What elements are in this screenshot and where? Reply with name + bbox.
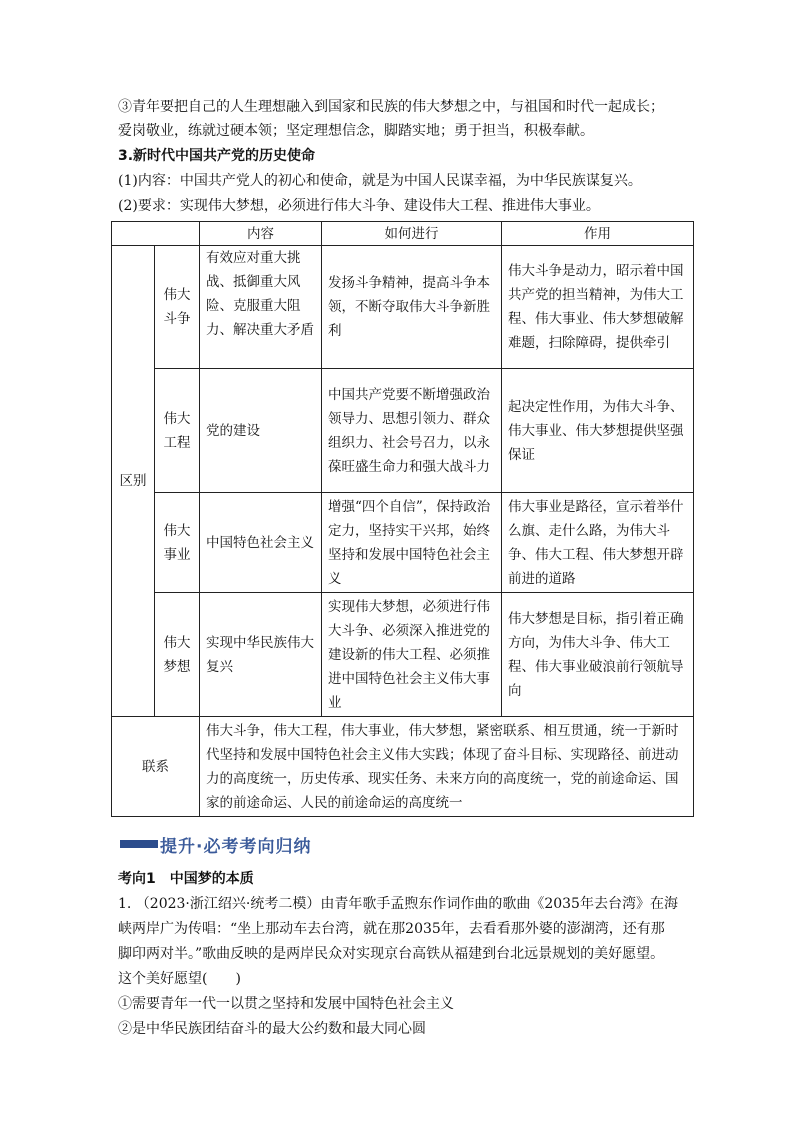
header-how: 如何进行 [322,222,502,246]
row-how-cell: 发扬斗争精神，提高斗争本领，不断夺取伟大斗争新胜利 [322,246,502,369]
focus-heading: 考向1 中国梦的本质 [118,871,254,887]
row-name-cell: 伟大工程 [155,369,200,493]
link-row [112,717,694,817]
link-label-cell: 联系 [112,717,200,817]
question-line-4: 这个美好愿望( ) [118,971,241,987]
intro-line-1: ③青年要把自己的人生理想融入到国家和民族的伟大梦想之中，与祖国和时代一起成长； [118,99,664,115]
row-content-cell: 党的建设 [200,369,322,493]
row-how-cell: 增强“四个自信”，保持政治定力，坚持实干兴邦，始终坚持和发展中国特色社会主义 [322,493,502,593]
mission-table [111,221,694,817]
row-effect-cell: 伟大梦想是目标，指引着正确方向，为伟大斗争、伟大工程、伟大事业破浪前行领航导向 [502,593,694,717]
row-effect-cell: 伟大事业是路径，宣示着举什么旗、走什么路，为伟大斗争、伟大工程、伟大梦想开辟前进的道路 [502,493,694,593]
table-header-row [112,222,694,246]
section-heading: 3.新时代中国共产党的历史使命 [118,148,316,164]
row-content-cell: 中国特色社会主义 [200,493,322,593]
table-row [112,246,694,369]
row-effect-cell: 伟大斗争是动力，昭示着中国共产党的担当精神，为伟大工程、伟大事业、伟大梦想破解难题，扫除障碍，提供牵引 [502,246,694,369]
option-2: ②是中华民族团结奋斗的最大公约数和最大同心圆 [118,1021,426,1037]
row-content-cell: 实现中华民族伟大复兴 [200,593,322,717]
intro-line-2: 爱岗敬业，练就过硬本领；坚定理想信念，脚踏实地；勇于担当，积极奉献。 [118,123,594,139]
header-content: 内容 [200,222,322,246]
table-row [112,369,694,493]
banner-title: 提升·必考考向归纳 [160,837,312,857]
option-1: ①需要青年一代一以贯之坚持和发展中国特色社会主义 [118,996,454,1012]
row-how-cell: 实现伟大梦想，必须进行伟大斗争、必须深入推进党的建设新的伟大工程、必须推进中国特色社会主义伟大事业 [322,593,502,717]
section-banner [120,832,430,856]
row-content-cell: 有效应对重大挑战、抵御重大风险、克服重大阻力、解决重大矛盾 [200,246,322,369]
question-line-2: 峡两岸广为传唱：“坐上那动车去台湾，就在那2035年，去看看那外婆的澎湖湾，还有那 [118,921,665,937]
banner-accent-bar [120,840,158,848]
row-how-cell: 中国共产党要不断增强政治领导力、思想引领力、群众组织力、社会号召力，以永葆旺盛生命力和强大战斗力 [322,369,502,493]
question-line-3: 脚印两对半。”歌曲反映的是两岸民众对实现京台高铁从福建到台北远景规划的美好愿望。 [118,946,665,962]
row-name-cell: 伟大事业 [155,493,200,593]
corner-cell [112,222,200,246]
row-name-cell: 伟大斗争 [155,246,200,369]
table-row [112,593,694,717]
row-effect-cell: 起决定性作用，为伟大斗争、伟大事业、伟大梦想提供坚强保证 [502,369,694,493]
group-label-cell: 区别 [112,246,155,717]
table-row [112,493,694,593]
row-name-cell: 伟大梦想 [155,593,200,717]
link-text-cell: 伟大斗争，伟大工程，伟大事业，伟大梦想，紧密联系、相互贯通，统一于新时代坚持和发展中国特色社会主义伟大实践；体现了奋斗目标、实现路径、前进动力的高度统一，历史传承、现实任务、未来方向的高度统一，党的前途命运、国家的前途命运、人民的前途命运的高度统一 [200,717,694,817]
header-effect: 作用 [502,222,694,246]
requirement-line: (2)要求：实现伟大梦想，必须进行伟大斗争、建设伟大工程、推进伟大事业。 [118,198,600,214]
content-line: (1)内容：中国共产党人的初心和使命，就是为中国人民谋幸福，为中华民族谋复兴。 [118,173,642,189]
question-line-1: 1. （2023·浙江绍兴·统考二模）由青年歌手孟煦东作词作曲的歌曲《2035年去台湾》在海 [118,896,678,912]
